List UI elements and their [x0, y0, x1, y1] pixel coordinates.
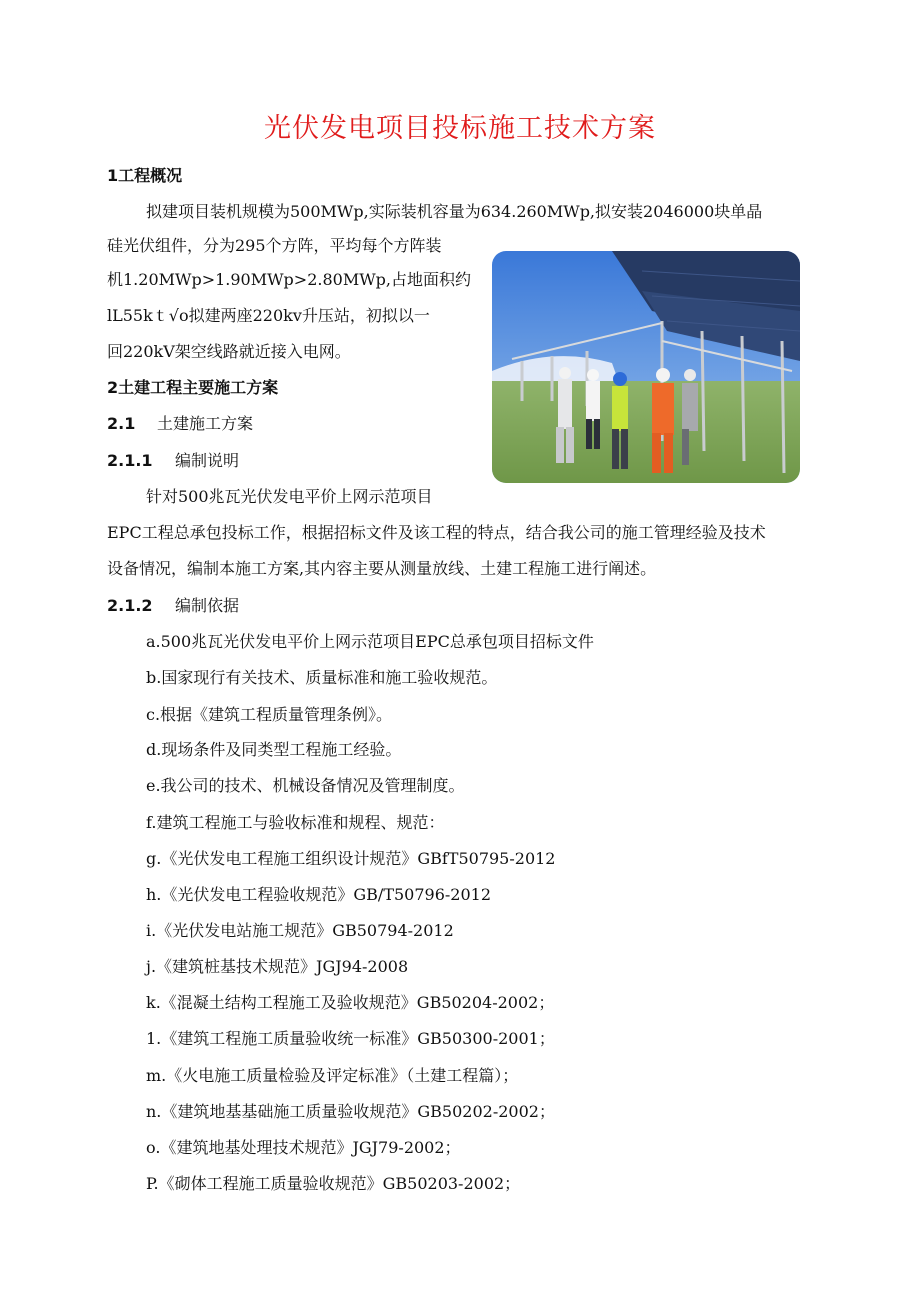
basis-list-item: h.《光伏发电工程验收规范》GB/T50796-2012 [146, 885, 492, 904]
description-paragraph-line-1: 针对500兆瓦光伏发电平价上网示范项目 [146, 487, 433, 506]
section-2-1-2-number: 2.1.2 [107, 596, 153, 615]
basis-list-item: j.《建筑桩基技术规范》JGJ94-2008 [146, 957, 409, 976]
overview-paragraph-line-5: 回220kV架空线路就近接入电网。 [107, 342, 351, 361]
section-2-1-2-heading [107, 596, 239, 616]
basis-list-item: c.根据《建筑工程质量管理条例》。 [146, 705, 393, 724]
overview-paragraph-line-4: lL55kｔ√o拟建两座220kv升压站，初拟以一 [107, 306, 430, 325]
section-2-heading: 2土建工程主要施工方案 [107, 378, 279, 397]
section-2-1-1-title: 编制说明 [175, 451, 240, 470]
basis-list-item: m.《火电施工质量检验及评定标准》（土建工程篇）； [146, 1066, 519, 1085]
document-title: 光伏发电项目投标施工技术方案 [264, 113, 656, 144]
basis-list-item: g.《光伏发电工程施工组织设计规范》GBfT50795-2012 [146, 849, 556, 868]
basis-list-item: k.《混凝土结构工程施工及验收规范》GB50204-2002； [146, 993, 555, 1012]
basis-list-item: P.《砌体工程施工质量验收规范》GB50203-2002； [146, 1174, 521, 1193]
section-2-1-title: 土建施工方案 [157, 414, 254, 433]
overview-paragraph-line-1: 拟建项目装机规模为500MWp,实际装机容量为634.260MWp,拟安装2046000块单晶 [146, 202, 763, 221]
basis-list-item: b.国家现行有关技术、质量标准和施工验收规范。 [146, 668, 498, 687]
description-paragraph-line-3: 设备情况，编制本施工方案,其内容主要从测量放线、土建工程施工进行阐述。 [107, 559, 657, 578]
basis-list-item: 1.《建筑工程施工质量验收统一标准》GB50300-2001； [146, 1029, 555, 1048]
overview-paragraph-line-3: 机1.20MWp>1.90MWp>2.80MWp,占地面积约 [107, 270, 471, 289]
basis-list-item: e.我公司的技术、机械设备情况及管理制度。 [146, 776, 465, 795]
section-1-heading: 1工程概况 [107, 166, 183, 185]
basis-list-item: d.现场条件及同类型工程施工经验。 [146, 740, 402, 759]
section-2-1-1-number: 2.1.1 [107, 451, 153, 470]
section-2-1-heading [107, 414, 253, 434]
basis-list-item: a.500兆瓦光伏发电平价上网示范项目EPC总承包项目招标文件 [146, 632, 594, 651]
section-2-1-2-title: 编制依据 [175, 596, 240, 615]
overview-paragraph-line-2: 硅光伏组件，分为295个方阵，平均每个方阵装 [107, 236, 442, 255]
basis-list-item: n.《建筑地基基础施工质量验收规范》GB50202-2002； [146, 1102, 555, 1121]
basis-list-item: o.《建筑地基处理技术规范》JGJ79-2002； [146, 1138, 461, 1157]
basis-list-item: i.《光伏发电站施工规范》GB50794-2012 [146, 921, 454, 940]
site-photo [492, 251, 800, 483]
section-2-1-number: 2.1 [107, 414, 136, 433]
description-paragraph-line-2: EPC工程总承包投标工作，根据招标文件及该工程的特点，结合我公司的施工管理经验及技术 [107, 523, 766, 542]
basis-list-item: f.建筑工程施工与验收标准和规程、规范： [146, 813, 445, 832]
section-2-1-1-heading [107, 451, 239, 471]
